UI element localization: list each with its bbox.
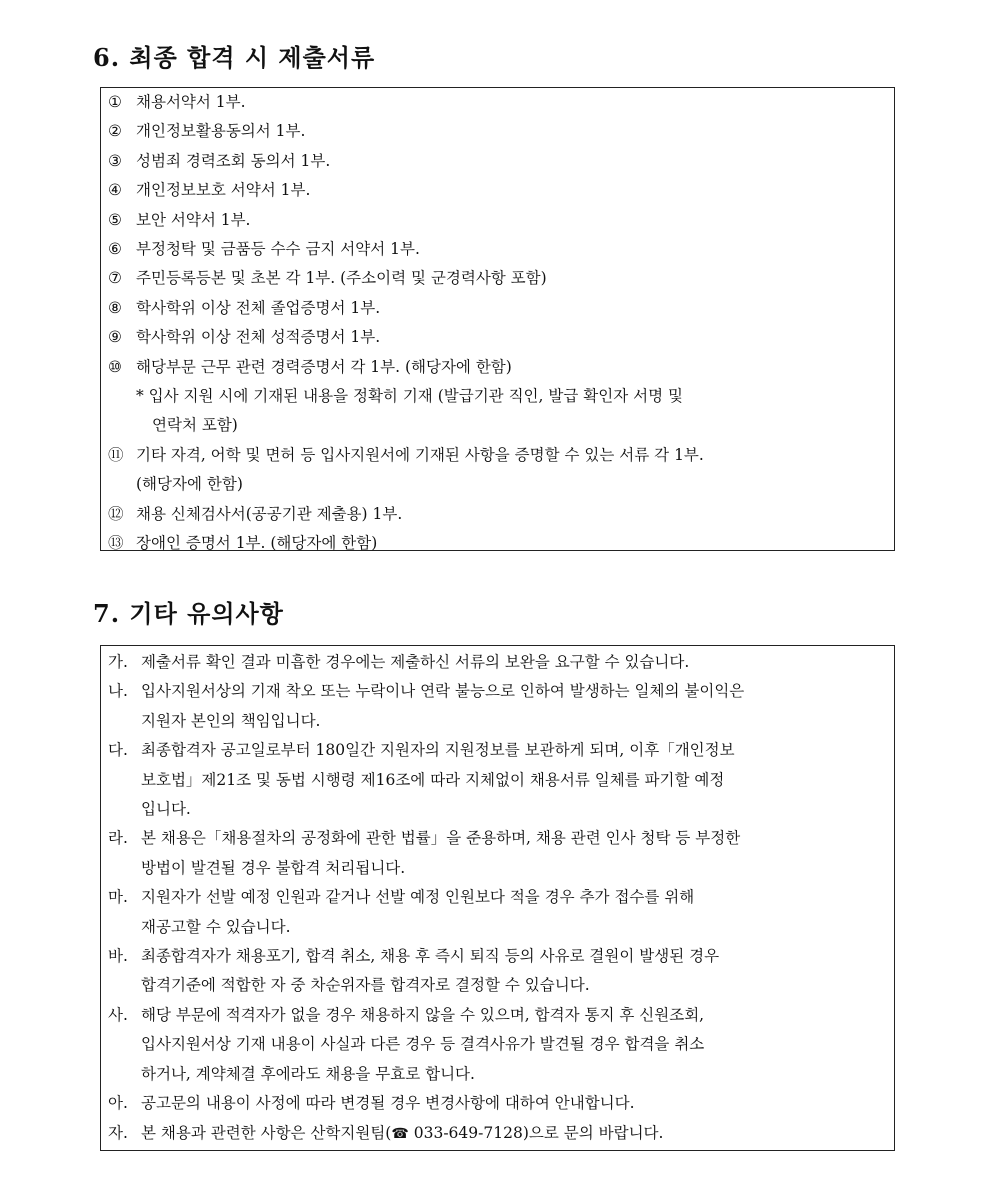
contact-number: 033-649-7128)으로 문의 바랍니다. [408, 1123, 664, 1142]
list-item: ④ 개인정보보호 서약서 1부. [108, 181, 311, 200]
list-item: ⑪ 기타 자격, 어학 및 면허 등 입사지원서에 기재된 사항을 증명할 수 있는 서류 각 1부. [108, 445, 704, 464]
note-item: 다. 최종합격자 공고일로부터 180일간 지원자의 지원정보를 보관하게 되며, 이후「개인정보 보호법」제21조 및 동법 시행령 제16조에 따라 지체없이 채용서류 일체를 파기할 예정 입니다. [108, 741, 735, 819]
note-item: 나. 입사지원서상의 기재 착오 또는 누락이나 연락 불능으로 인하여 발생하는 일체의 불이익은 지원자 본인의 책임입니다. [108, 682, 745, 730]
list-item: ⑥ 부정청탁 및 금품등 수수 금지 서약서 1부. [108, 240, 420, 259]
section-6-title: 6. 최종 합격 시 제출서류 [93, 43, 376, 72]
note-item: 아. 공고문의 내용이 사정에 따라 변경될 경우 변경사항에 대하여 안내합니다. [108, 1094, 635, 1113]
required-documents-box [100, 87, 895, 551]
list-item: ① 채용서약서 1부. [108, 93, 246, 111]
notes-box [100, 645, 895, 1151]
note-item: 라. 본 채용은「채용절차의 공정화에 관한 법률」을 준용하며, 채용 관련 인사 청탁 등 부정한 방법이 발견될 경우 불합격 처리됩니다. [108, 829, 741, 877]
note-item: 사. 해당 부문에 적격자가 없을 경우 채용하지 않을 수 있으며, 합격자 통지 후 신원조회, 입사지원서상 기재 내용이 사실과 다른 경우 등 결격사유가 발견될 경우 합격을 취소 하거나, 계약체결 후에라도 채용을 무효로 합니다. [108, 1005, 705, 1083]
section-7-title: 7. 기타 유의사항 [93, 599, 284, 628]
list-item-continued: (해당자에 한함) [136, 475, 243, 494]
note-item: 바. 최종합격자가 채용포기, 합격 취소, 채용 후 즉시 퇴직 등의 사유로 결원이 발생된 경우 합격기준에 적합한 자 중 차순위자를 합격자로 결정할 수 있습니다. [108, 947, 720, 995]
list-item: ② 개인정보활용동의서 1부. [108, 122, 306, 141]
list-item: ⑬ 장애인 증명서 1부. (해당자에 한함) [108, 534, 378, 553]
note-item: 가. 제출서류 확인 결과 미흡한 경우에는 제출하신 서류의 보완을 요구할 수 있습니다. [108, 653, 690, 671]
list-item: ⑫ 채용 신체검사서(공공기관 제출용) 1부. [108, 504, 403, 523]
list-item: ⑧ 학사학위 이상 전체 졸업증명서 1부. [108, 298, 381, 317]
note-line: * 입사 지원 시에 기재된 내용을 정확히 기재 (발급기관 직인, 발급 확인자 서명 및 [136, 387, 683, 406]
list-item: ⑦ 주민등록등본 및 초본 각 1부. (주소이력 및 군경력사항 포함) [108, 269, 547, 288]
phone-icon: ☎ [391, 1125, 409, 1142]
note-item: 마. 지원자가 선발 예정 인원과 같거나 선발 예정 인원보다 적을 경우 추가 접수를 위해 재공고할 수 있습니다. [108, 888, 695, 936]
note-line-continued: 연락처 포함) [152, 416, 238, 435]
note-item-contact: 자. 본 채용과 관련한 사항은 산학지원팀(☎ 033-649-7128)으로 문의 바랍니다. [108, 1123, 664, 1142]
list-item: ⑩ 해당부문 근무 관련 경력증명서 각 1부. (해당자에 한함) [108, 357, 512, 376]
list-item: ⑤ 보안 서약서 1부. [108, 210, 251, 229]
list-item: ⑨ 학사학위 이상 전체 성적증명서 1부. [108, 328, 381, 347]
list-item: ③ 성범죄 경력조회 동의서 1부. [108, 151, 331, 170]
